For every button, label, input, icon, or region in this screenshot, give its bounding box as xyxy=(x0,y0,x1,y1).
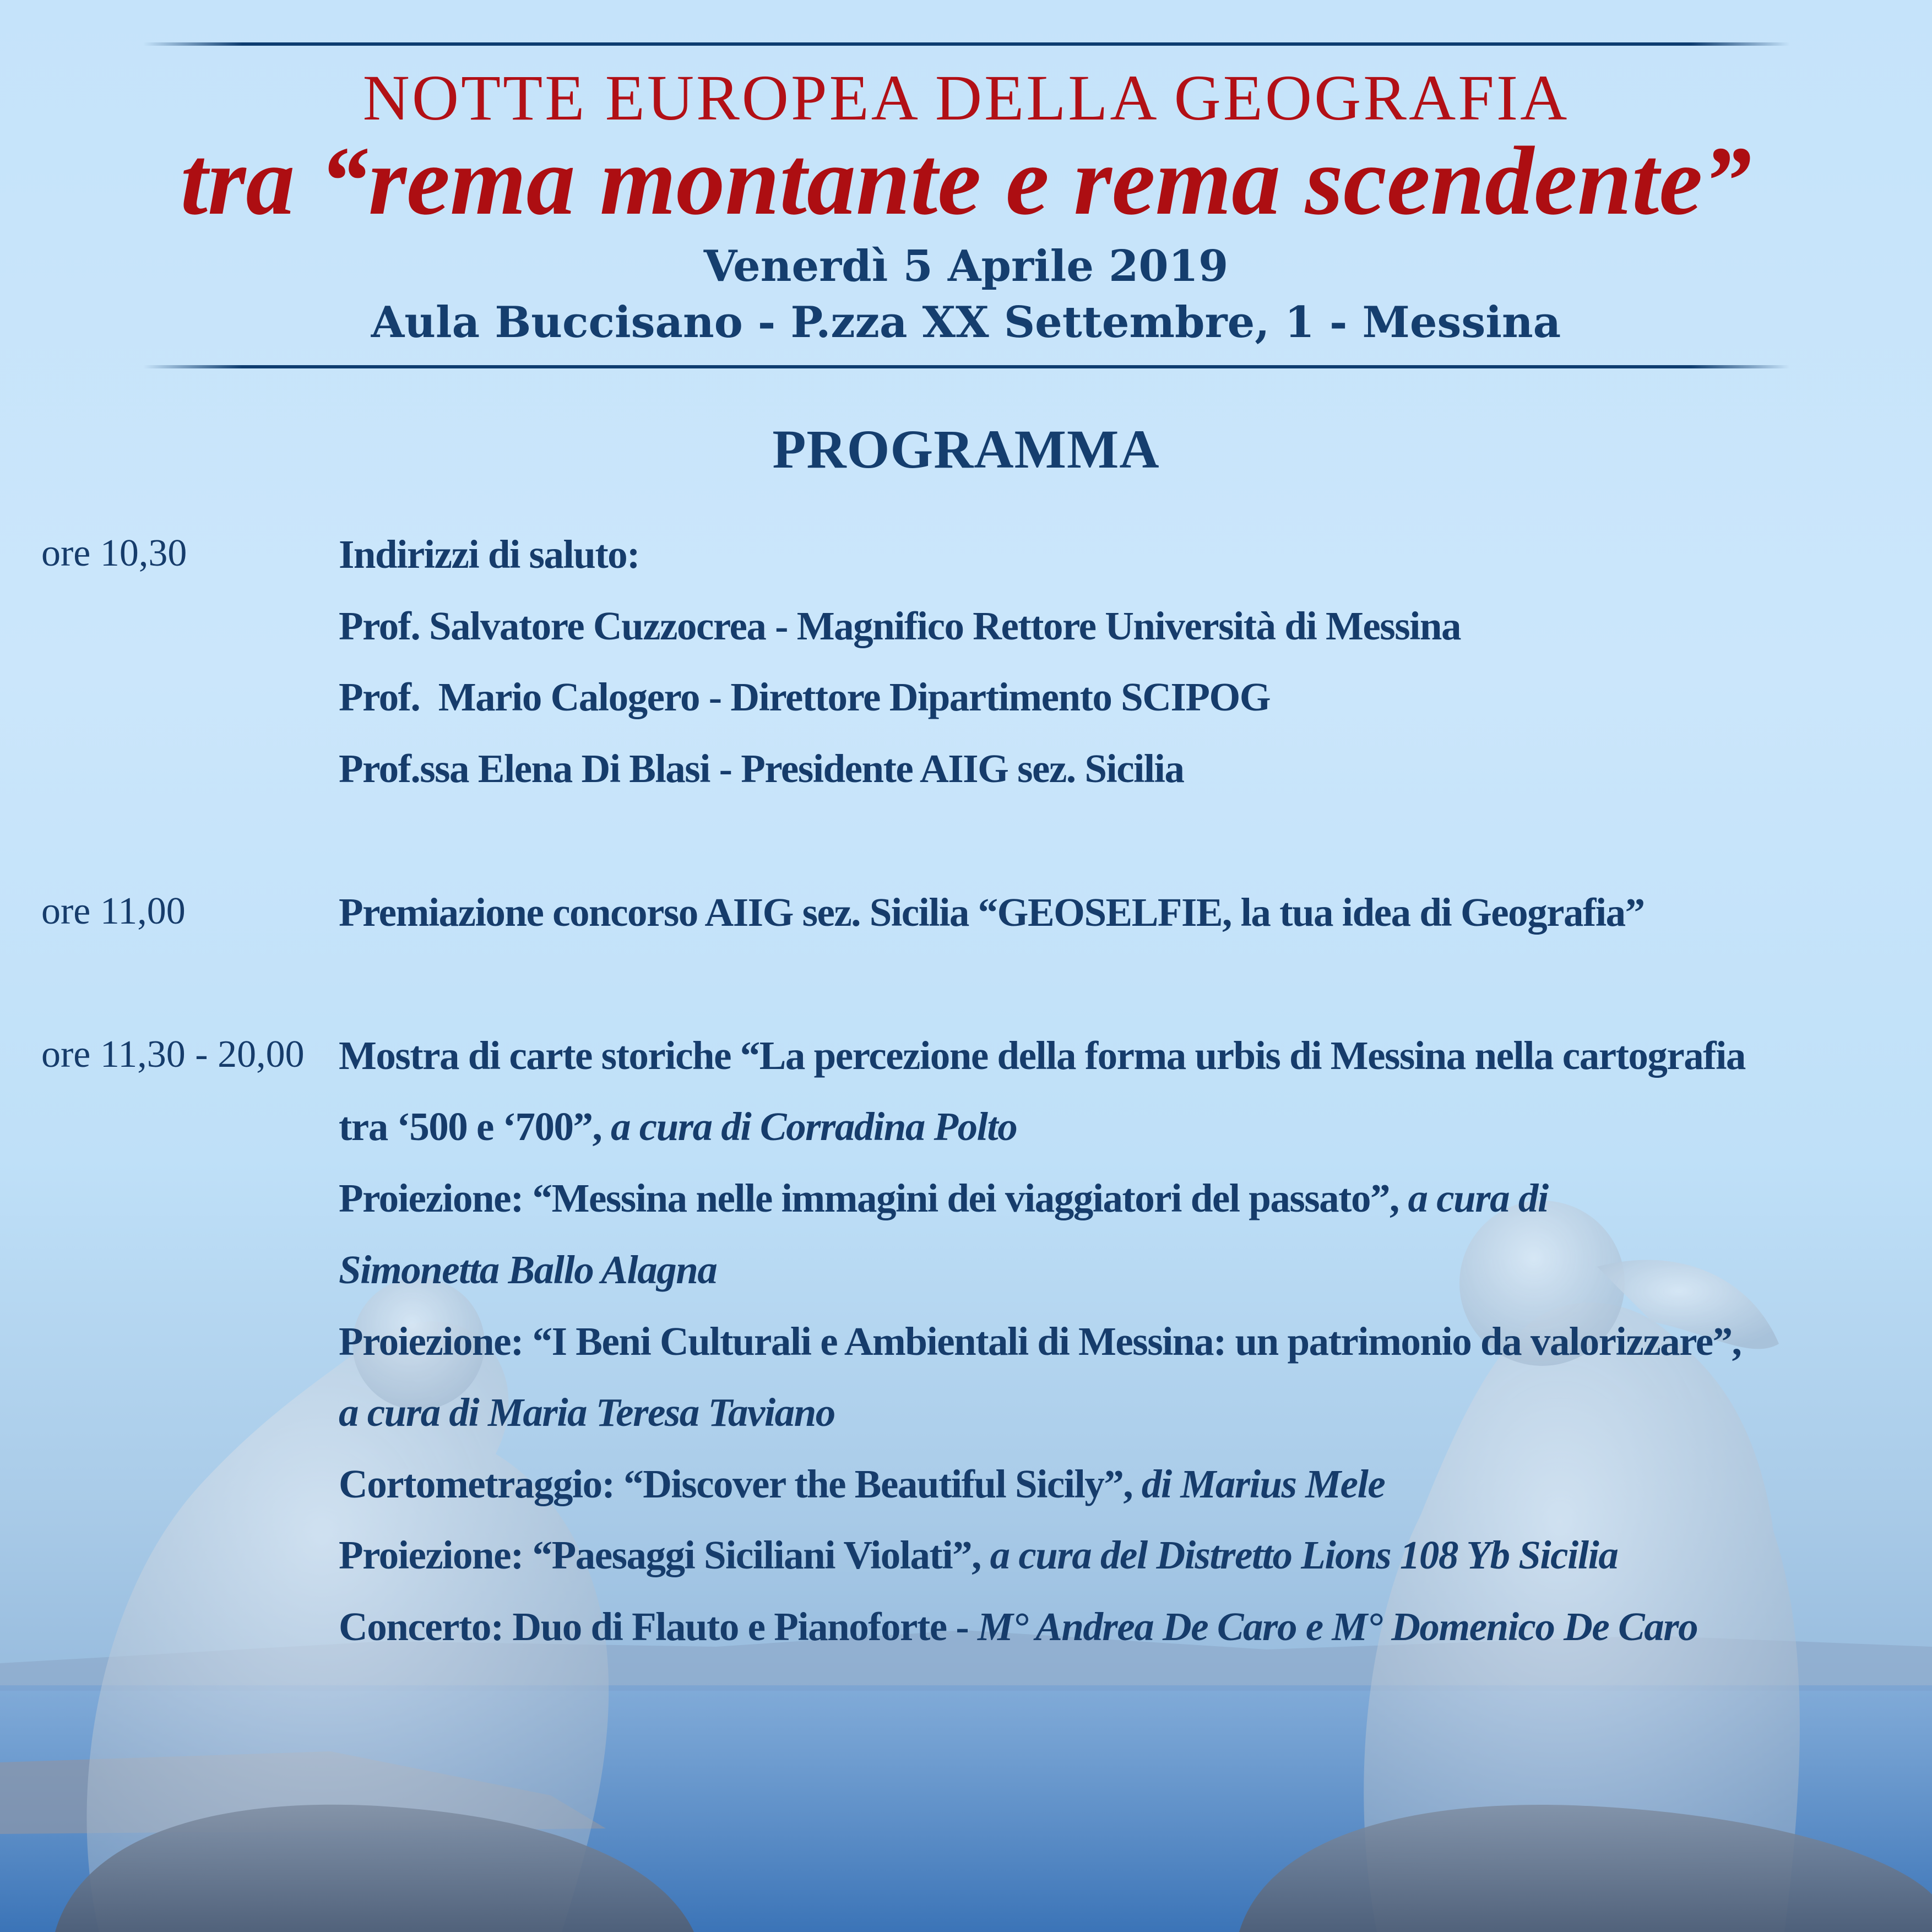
program-line: a cura di Maria Teresa Taviano xyxy=(339,1390,835,1435)
program-line: Prof. Salvatore Cuzzocrea - Magnifico Rettore Università di Messina xyxy=(339,604,1461,648)
event-venue: Aula Buccisano - P.zza XX Settembre, 1 - Messina xyxy=(371,297,1561,348)
program-line: Proiezione: “I Beni Culturali e Ambientali di Messina: un patrimonio da valorizzare”, xyxy=(339,1319,1741,1364)
program-title: PROGRAMMA xyxy=(772,419,1160,480)
program-row xyxy=(0,1461,1932,1527)
program-row xyxy=(0,1390,1932,1456)
program-row xyxy=(0,531,1932,598)
program-line: Indirizzi di saluto: xyxy=(339,532,639,577)
session-time: ore 10,30 xyxy=(41,532,187,574)
program-row xyxy=(0,1175,1932,1241)
program-line: Proiezione: “Messina nelle immagini dei viaggiatori del passato”, a cura di xyxy=(339,1176,1548,1220)
program-line: tra ‘500 e ‘700”, a cura di Corradina Polto xyxy=(339,1104,1017,1149)
program-line: Prof. Mario Calogero - Direttore Dipartimento SCIPOG xyxy=(339,675,1271,719)
program-line: Mostra di carte storiche “La percezione della forma urbis di Messina nella cartografia xyxy=(339,1033,1745,1078)
program-row xyxy=(0,1604,1932,1670)
bottom-divider xyxy=(143,365,1790,368)
program-line: Proiezione: “Paesaggi Siciliani Violati”, a cura del Distretto Lions 108 Yb Sicilia xyxy=(339,1533,1618,1577)
program-row xyxy=(0,1318,1932,1385)
program-line: Cortometraggio: “Discover the Beautiful Sicily”, di Marius Mele xyxy=(339,1462,1385,1506)
session-time: ore 11,30 - 20,00 xyxy=(41,1033,305,1076)
program-line: Prof.ssa Elena Di Blasi - Presidente AIIG sez. Sicilia xyxy=(339,746,1184,791)
program-line: Concerto: Duo di Flauto e Pianoforte - M° Andrea De Caro e M° Domenico De Caro xyxy=(339,1604,1698,1649)
program-row xyxy=(0,1033,1932,1099)
program-row xyxy=(0,889,1932,956)
program-line: Simonetta Ballo Alagna xyxy=(339,1247,717,1292)
event-title: NOTTE EUROPEA DELLA GEOGRAFIA xyxy=(362,62,1570,134)
program-row xyxy=(0,603,1932,669)
event-date: Venerdì 5 Aprile 2019 xyxy=(703,241,1229,291)
program-line: Premiazione concorso AIIG sez. Sicilia “GEOSELFIE, la tua idea di Geografia” xyxy=(339,890,1645,935)
program-row xyxy=(0,674,1932,740)
program-row xyxy=(0,1532,1932,1598)
program-row xyxy=(0,1247,1932,1313)
session-time: ore 11,00 xyxy=(41,890,186,932)
program-row xyxy=(0,1104,1932,1170)
top-divider xyxy=(143,42,1790,46)
event-subtitle: tra “rema montante e rema scendente” xyxy=(180,126,1752,235)
program-row xyxy=(0,746,1932,812)
